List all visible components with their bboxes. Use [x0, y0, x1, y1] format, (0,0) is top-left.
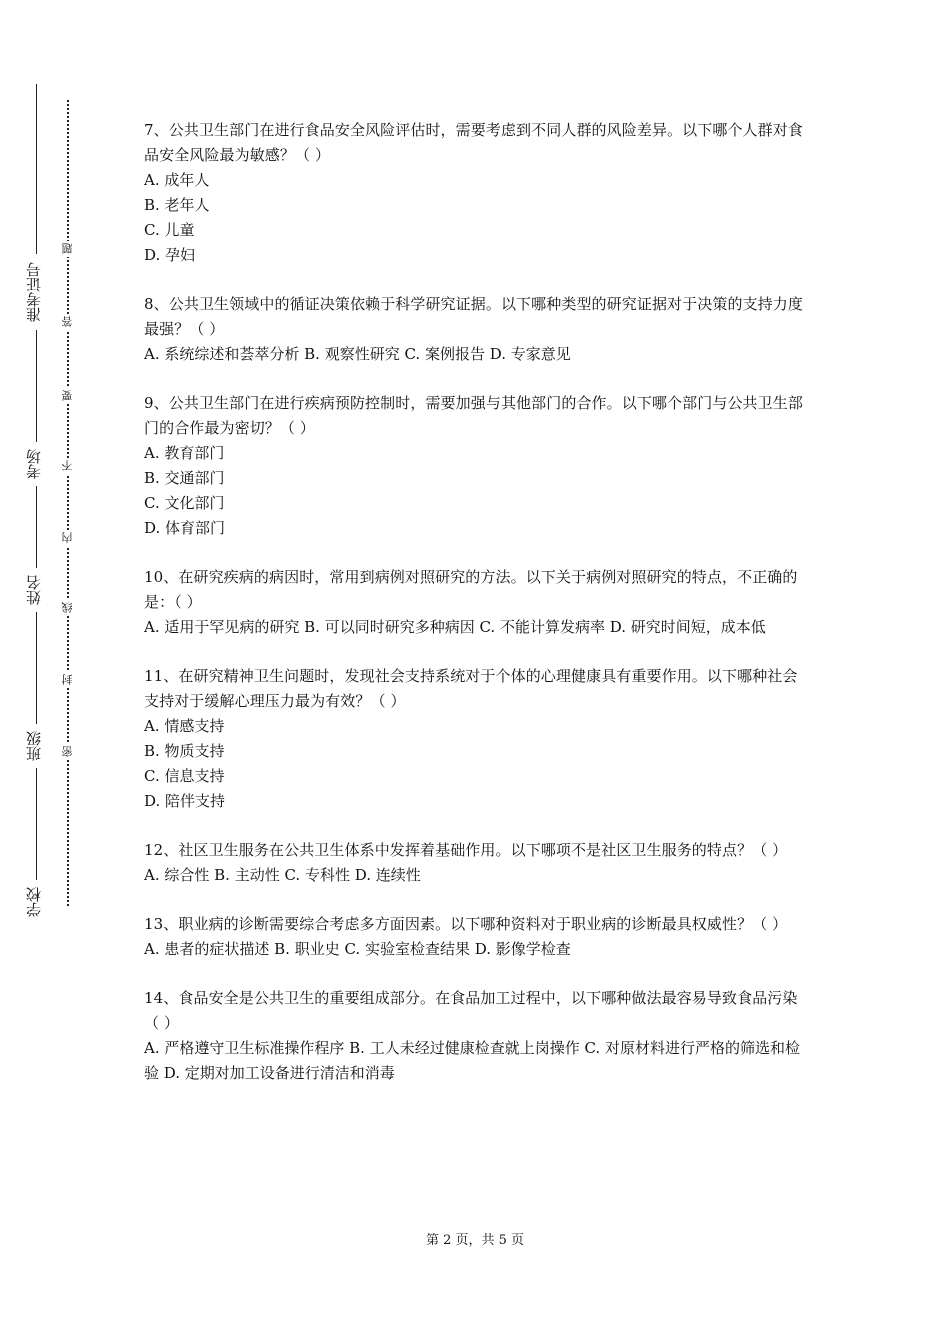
option-d: D. 体育部门	[144, 519, 226, 537]
margin-label-class: 班级	[25, 731, 43, 761]
question-stem: 7、公共卫生部门在进行食品安全风险评估时，需要考虑到不同人群的风险差异。以下哪个人群对食品安全风险最为敏感？（ ）	[144, 121, 803, 164]
margin-line-3	[36, 486, 37, 568]
option-d: D. 孕妇	[144, 246, 196, 264]
seal-char-8: 密	[60, 744, 76, 760]
question-stem: 11、在研究精神卫生问题时，发现社会支持系统对于个体的心理健康具有重要作用。以下哪种社会支持对于缓解心理压力最为有效？（ ）	[144, 667, 798, 710]
question-stem: 9、公共卫生部门在进行疾病预防控制时，需要加强与其他部门的合作。以下哪个部门与公共卫生部门的合作最为密切？（ ）	[144, 394, 803, 437]
margin-label-name: 姓名	[25, 575, 43, 605]
seal-char-4: 不	[60, 458, 76, 474]
margin-field-class	[22, 724, 46, 768]
margin-field-exam-room	[22, 442, 46, 486]
question-7	[144, 118, 810, 268]
margin-label-exam-number: 准考证号	[25, 262, 43, 322]
seal-char-7: 封	[60, 672, 76, 688]
margin-label-exam-room: 考场	[25, 449, 43, 479]
question-11	[144, 664, 810, 814]
option-b: B. 交通部门	[144, 469, 225, 487]
option-a: A. 教育部门	[144, 444, 225, 462]
question-stem: 12、社区卫生服务在公共卫生体系中发挥着基础作用。以下哪项不是社区卫生服务的特点？（ ）	[144, 841, 788, 859]
question-stem: 13、职业病的诊断需要综合考虑多方面因素。以下哪种资料对于职业病的诊断最具权威性？（ ）	[144, 915, 788, 933]
margin-line-5	[36, 768, 37, 880]
page-footer	[0, 1231, 950, 1251]
seal-char-3: 要	[60, 388, 76, 404]
seal-char-1: 题	[60, 241, 76, 257]
margin-line-top	[36, 84, 37, 254]
question-stem: 10、在研究疾病的病因时，常用到病例对照研究的方法。以下关于病例对照研究的特点，不正确的是：（ ）	[144, 568, 798, 611]
margin-field-school	[22, 880, 46, 924]
question-options: A. 严格遵守卫生标准操作程序 B. 工人未经过健康检查就上岗操作 C. 对原材料进行严格的筛选和检验 D. 定期对加工设备进行清洁和消毒	[144, 1039, 800, 1082]
margin-line-2	[36, 330, 37, 442]
option-b: B. 老年人	[144, 196, 210, 214]
margin-field-name	[22, 568, 46, 612]
question-list	[144, 118, 810, 1110]
seal-char-6: 线	[60, 600, 76, 616]
question-options: A. 综合性 B. 主动性 C. 专科性 D. 连续性	[144, 866, 421, 884]
question-13	[144, 912, 810, 962]
margin-line-4	[36, 612, 37, 724]
option-b: B. 物质支持	[144, 742, 225, 760]
option-c: C. 信息支持	[144, 767, 225, 785]
question-stem: 8、公共卫生领域中的循证决策依赖于科学研究证据。以下哪种类型的研究证据对于决策的支持力度最强？（ ）	[144, 295, 803, 338]
margin-label-school: 学校	[25, 887, 43, 917]
question-10	[144, 565, 810, 640]
question-options: A. 适用于罕见病的研究 B. 可以同时研究多种病因 C. 不能计算发病率 D. 研究时间短，成本低	[144, 618, 766, 636]
option-a: A. 成年人	[144, 171, 210, 189]
page-number: 第 2 页，共 5 页	[425, 1233, 525, 1248]
option-c: C. 儿童	[144, 221, 195, 239]
margin-field-exam-number	[22, 254, 46, 330]
question-options: A. 患者的症状描述 B. 职业史 C. 实验室检查结果 D. 影像学检查	[144, 940, 571, 958]
seal-char-2: 答	[60, 314, 76, 330]
question-8	[144, 292, 810, 367]
seal-dotted-line	[67, 100, 69, 906]
option-c: C. 文化部门	[144, 494, 225, 512]
option-a: A. 情感支持	[144, 717, 225, 735]
question-9	[144, 391, 810, 541]
question-14	[144, 986, 810, 1086]
question-12	[144, 838, 810, 888]
seal-char-5: 内	[60, 530, 76, 546]
question-stem: 14、食品安全是公共卫生的重要组成部分。在食品加工过程中，以下哪种做法最容易导致食品污染（ ）	[144, 989, 798, 1032]
question-options: A. 系统综述和荟萃分析 B. 观察性研究 C. 案例报告 D. 专家意见	[144, 345, 571, 363]
option-d: D. 陪伴支持	[144, 792, 226, 810]
